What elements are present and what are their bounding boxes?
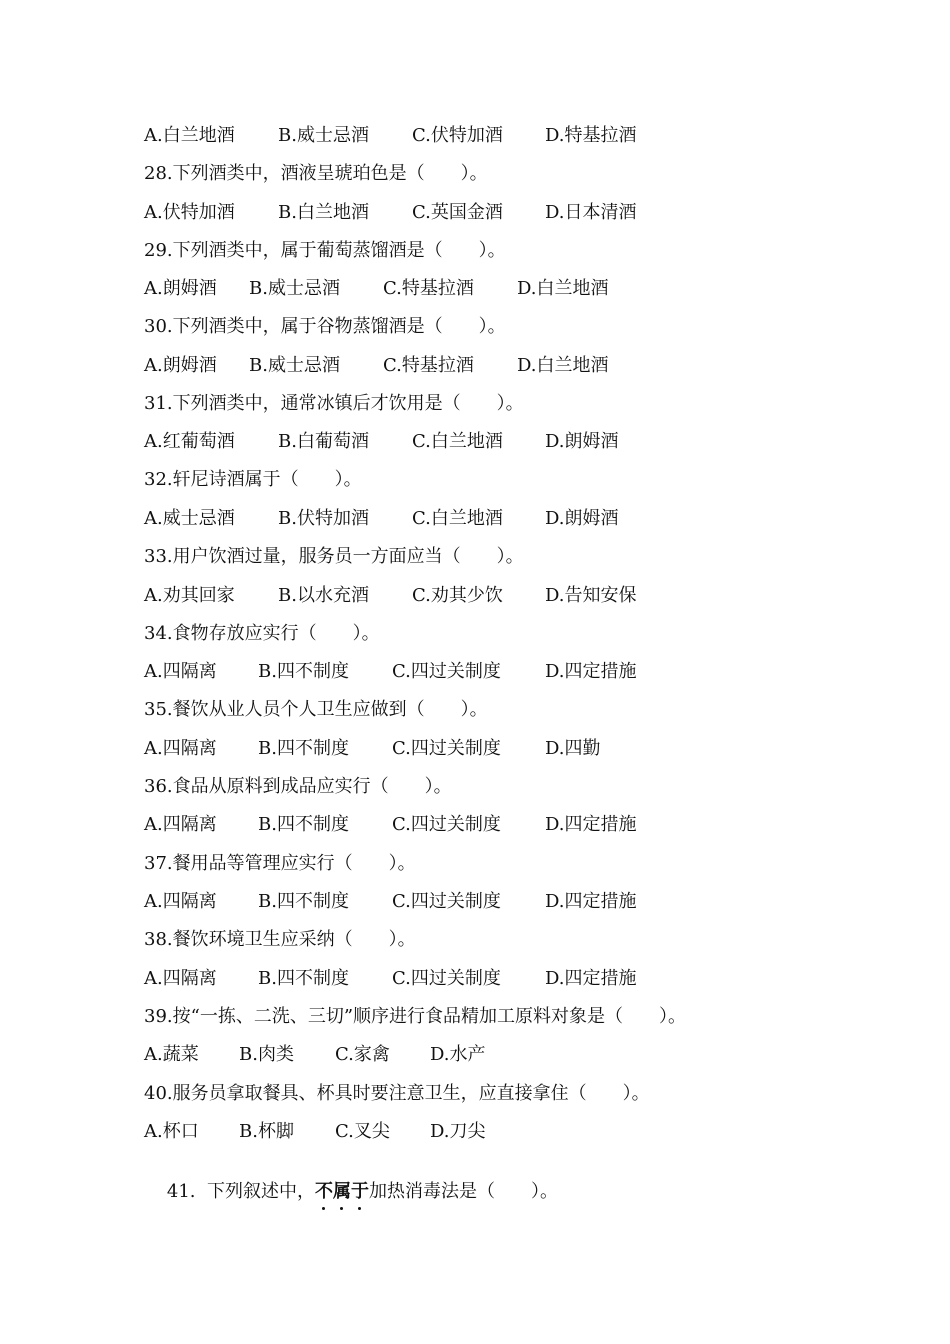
option-a: A.威士忌酒 — [144, 508, 235, 529]
question-text: 33.用户饮酒过量，服务员一方面应当（ ）。 — [144, 546, 524, 567]
option-b: B.威士忌酒 — [249, 355, 340, 376]
option-a: A.伏特加酒 — [144, 202, 235, 223]
option-d: D.四定措施 — [545, 891, 637, 912]
emphasis-text — [315, 1181, 369, 1202]
option-b: B.威士忌酒 — [278, 125, 369, 146]
question-text: 36.食品从原料到成品应实行（ ）。 — [144, 776, 452, 797]
option-c: C.英国金酒 — [412, 202, 503, 223]
question-text: 38.餐饮环境卫生应采纳（ ）。 — [144, 929, 416, 950]
question-prefix: 41. 下列叙述中， — [166, 1181, 315, 1202]
option-c: C.四过关制度 — [392, 968, 501, 989]
option-c: C.特基拉酒 — [383, 355, 474, 376]
question-text: 32.轩尼诗酒属于（ ）。 — [144, 469, 362, 490]
option-d: D.告知安保 — [545, 585, 637, 606]
option-c: C.白兰地酒 — [412, 431, 503, 452]
question-text: 35.餐饮从业人员个人卫生应做到（ ）。 — [144, 699, 488, 720]
option-d: D.日本清酒 — [545, 202, 637, 223]
option-b: B.肉类 — [239, 1044, 294, 1065]
option-a: A.四隔离 — [144, 891, 217, 912]
option-c: C.劝其少饮 — [412, 585, 503, 606]
option-b: B.四不制度 — [258, 891, 349, 912]
option-c: C.四过关制度 — [392, 661, 501, 682]
question-text: 31.下列酒类中，通常冰镇后才饮用是（ ）。 — [144, 393, 524, 414]
option-a: A.劝其回家 — [144, 585, 235, 606]
option-d: D.四定措施 — [545, 968, 637, 989]
option-d: D.四定措施 — [545, 814, 637, 835]
option-a: A.红葡萄酒 — [144, 431, 235, 452]
option-a: A.白兰地酒 — [144, 125, 235, 146]
option-d: D.朗姆酒 — [545, 431, 619, 452]
option-a: A.四隔离 — [144, 968, 217, 989]
option-b: B.四不制度 — [258, 968, 349, 989]
question-text: 37.餐用品等管理应实行（ ）。 — [144, 853, 416, 874]
option-b: B.四不制度 — [258, 814, 349, 835]
question-text: 40.服务员拿取餐具、杯具时要注意卫生，应直接拿住（ ）。 — [144, 1083, 650, 1104]
option-b: B.威士忌酒 — [249, 278, 340, 299]
option-a: A.四隔离 — [144, 661, 217, 682]
option-a: A.杯口 — [144, 1121, 199, 1142]
option-c: C.家禽 — [335, 1044, 390, 1065]
option-b: B.以水充酒 — [278, 585, 369, 606]
option-a: A.四隔离 — [144, 814, 217, 835]
emphasis-char: 不 — [314, 1181, 333, 1202]
question-text: 39.按“一拣、二洗、三切”顺序进行食品精加工原料对象是（ ）。 — [144, 1006, 687, 1027]
option-d: D.特基拉酒 — [545, 125, 637, 146]
emphasis-char: 于 — [350, 1181, 369, 1202]
question-text — [144, 1156, 558, 1228]
option-b: B.白兰地酒 — [278, 202, 369, 223]
option-d: D.四勤 — [545, 738, 601, 759]
option-b: B.四不制度 — [258, 738, 349, 759]
option-c: C.四过关制度 — [392, 738, 501, 759]
option-b: B.伏特加酒 — [278, 508, 369, 529]
option-c: C.叉尖 — [335, 1121, 390, 1142]
option-d: D.刀尖 — [430, 1121, 486, 1142]
emphasis-char: 属 — [332, 1181, 351, 1202]
option-b: B.四不制度 — [258, 661, 349, 682]
option-d: D.白兰地酒 — [517, 355, 609, 376]
option-c: C.四过关制度 — [392, 891, 501, 912]
option-a: A.朗姆酒 — [144, 355, 217, 376]
option-a: A.朗姆酒 — [144, 278, 217, 299]
option-c: C.特基拉酒 — [383, 278, 474, 299]
option-c: C.白兰地酒 — [412, 508, 503, 529]
option-d: D.朗姆酒 — [545, 508, 619, 529]
option-d: D.四定措施 — [545, 661, 637, 682]
question-text: 28.下列酒类中，酒液呈琥珀色是（ ）。 — [144, 163, 488, 184]
option-c: C.四过关制度 — [392, 814, 501, 835]
question-text: 29.下列酒类中，属于葡萄蒸馏酒是（ ）。 — [144, 240, 506, 261]
question-text: 30.下列酒类中，属于谷物蒸馏酒是（ ）。 — [144, 316, 506, 337]
question-text: 34.食物存放应实行（ ）。 — [144, 623, 380, 644]
option-b: B.白葡萄酒 — [278, 431, 369, 452]
option-b: B.杯脚 — [239, 1121, 294, 1142]
option-d: D.白兰地酒 — [517, 278, 609, 299]
option-c: C.伏特加酒 — [412, 125, 503, 146]
option-d: D.水产 — [430, 1044, 486, 1065]
option-a: A.蔬菜 — [144, 1044, 199, 1065]
question-suffix: 加热消毒法是（ ）。 — [368, 1181, 558, 1202]
option-a: A.四隔离 — [144, 738, 217, 759]
